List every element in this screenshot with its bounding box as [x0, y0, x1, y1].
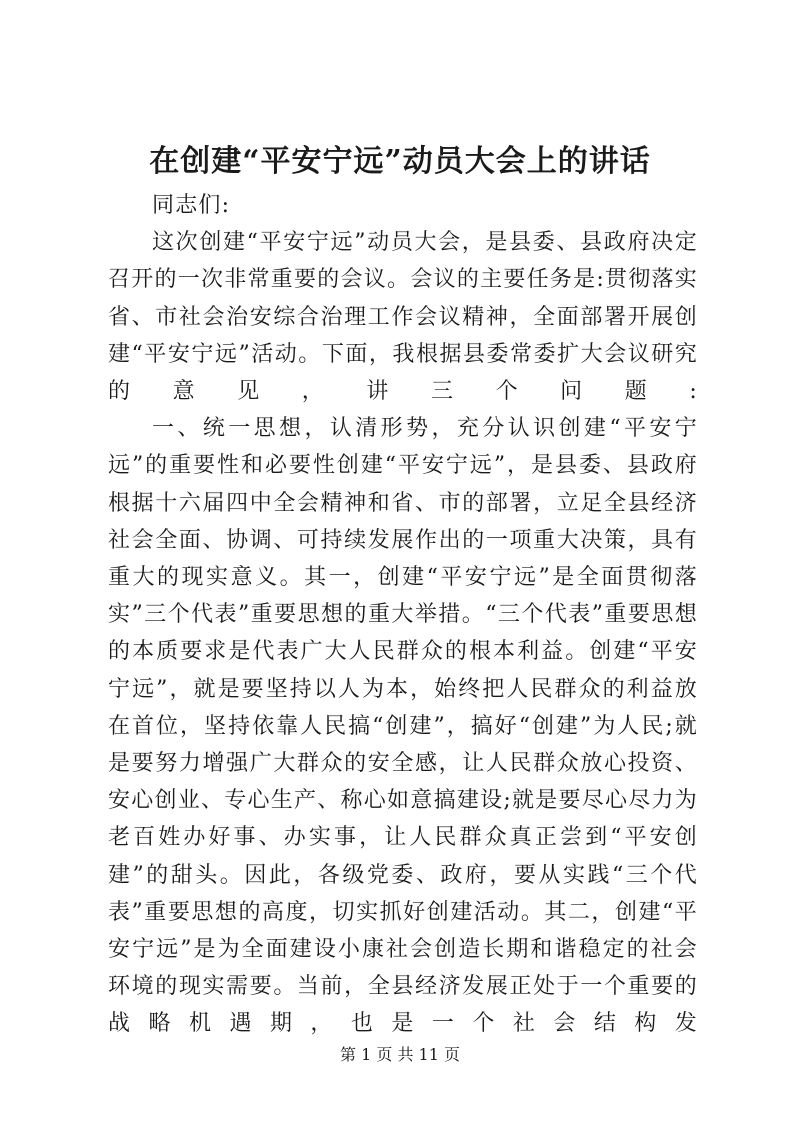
- document-title: 在创建“平安宁远”动员大会上的讲话: [149, 144, 651, 179]
- page-footer: 第 1 页 共 11 页: [340, 1045, 460, 1064]
- paragraph-section-one: 一、统一思想，认清形势，充分认识创建“平安宁远”的重要性和必要性创建“平安宁远”，是县委、县政府根据十六届四中全会精神和省、市的部署，立足全县经济社会全面、协调、可持续发展作出的一项重大决策，具有重大的现实意义。其一，创建“平安宁远”是全面贯彻落实”三个代表”重要思想的重大举措。“三个代表”重要思想的本质要求是代表广大人民群众的根本利益。创建“平安宁远”，就是要坚持以人为本，始终把人民群众的利益放在首位，坚持依靠人民搞“创建”，搞好“创建”为人民;就是要努力增强广大群众的安全感，让人民群众放心投资、安心创业、专心生产、称心如意搞建设;就是要尽心尽力为老百姓办好事、办实事，让人民群众真正尝到“平安创建”的甜头。因此，各级党委、政府，要从实践“三个代表”重要思想的高度，切实抓好创建活动。其二，创建“平安宁远”是为全面建设小康社会创造长期和谐稳定的社会环境的现实需要。当前，全县经济发展正处于一个重要的战略机遇期，也是一个社会结构发: [108, 416, 698, 1037]
- salutation: 同志们:: [152, 193, 231, 218]
- document-body: [108, 187, 698, 1043]
- paragraph-intro: 这次创建“平安宁远”动员大会，是县委、县政府决定召开的一次非常重要的会议。会议的主要任务是:贯彻落实省、市社会治安综合治理工作会议精神，全面部署开展创建“平安宁远”活动。下面，我根据县委常委扩大会议研究的意见，讲三个问题:: [108, 230, 698, 405]
